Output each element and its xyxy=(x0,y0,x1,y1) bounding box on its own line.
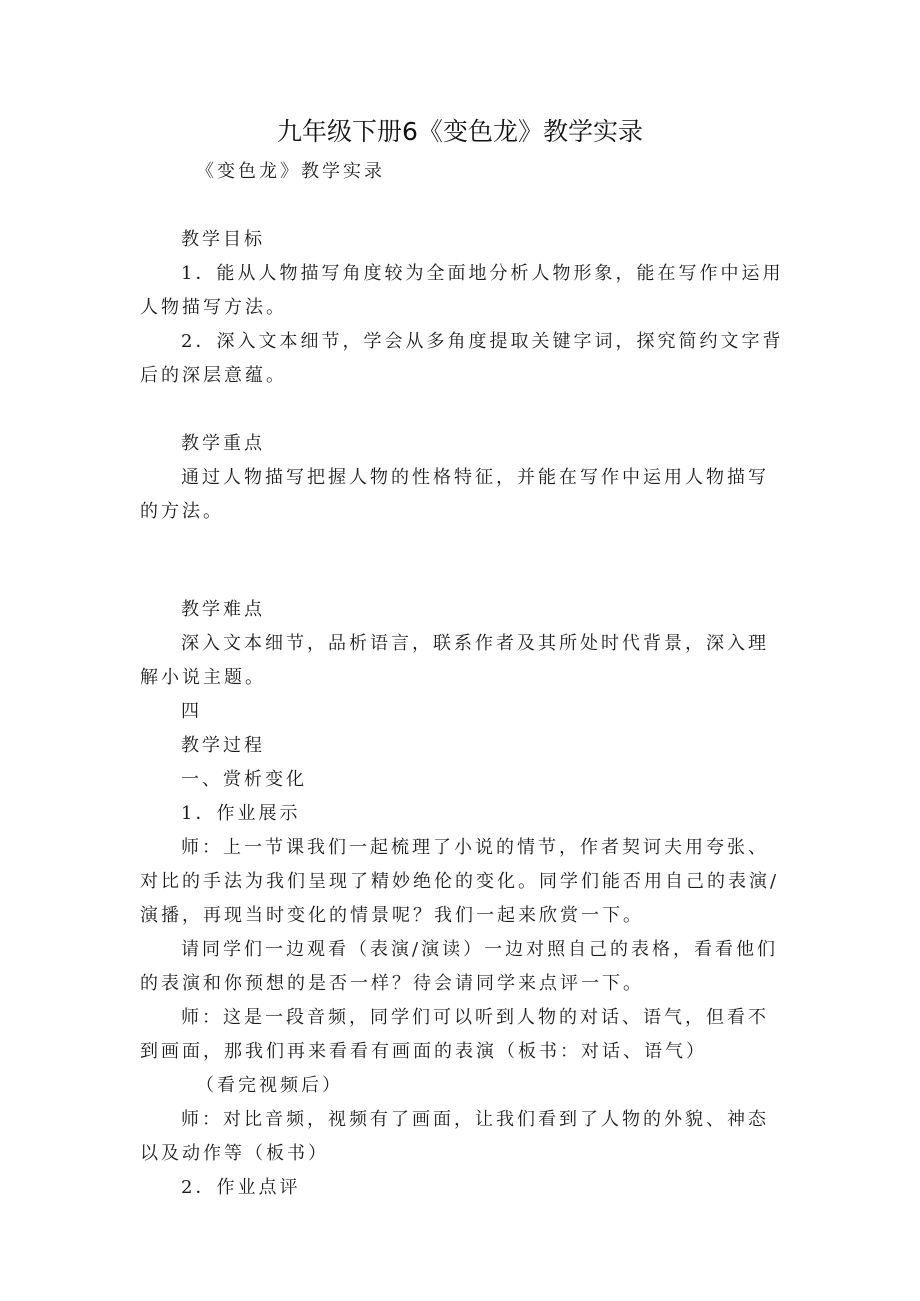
step-heading-1: 1．作业展示 xyxy=(181,803,301,824)
document-body xyxy=(140,155,785,1205)
spacer xyxy=(140,189,785,223)
document-title: 九年级下册6《变色龙》教学实录 xyxy=(277,117,643,146)
difficulty-text: 深入文本细节，品析语言，联系作者及其所处时代背景，深入理解小说主题。 xyxy=(140,633,769,688)
paragraph-2: 请同学们一边观看（表演/演读）一边对照自己的表格，看看他们的表演和你预想的是否一样？待会请同学来点评一下。 xyxy=(140,939,779,994)
process-heading: 教学过程 xyxy=(181,735,265,756)
spacer xyxy=(140,393,785,427)
section-marker: 四 xyxy=(181,701,202,722)
subtitle: 《变色龙》教学实录 xyxy=(196,161,385,182)
paragraph-3: 师：这是一段音频，同学们可以听到人物的对话、语气，但看不到画面，那我们再来看看有画面的表演（板书：对话、语气） xyxy=(140,1007,769,1062)
part-heading-1: 一、赏析变化 xyxy=(181,769,307,790)
spacer xyxy=(140,529,785,593)
goal-item-2: 2．深入文本细节，学会从多角度提取关键字词，探究简约文字背后的深层意蕴。 xyxy=(140,331,784,386)
goals-heading: 教学目标 xyxy=(181,229,265,250)
paragraph-1: 师：上一节课我们一起梳理了小说的情节，作者契诃夫用夸张、对比的手法为我们呈现了精妙绝伦的变化。同学们能否用自己的表演/演播，再现当时变化的情景呢？我们一起来欣赏一下。 xyxy=(140,837,780,926)
step-heading-2: 2．作业点评 xyxy=(181,1177,301,1198)
paragraph-4: （看完视频后） xyxy=(196,1075,343,1096)
goal-item-1: 1．能从人物描写角度较为全面地分析人物形象，能在写作中运用人物描写方法。 xyxy=(140,263,784,318)
difficulty-heading: 教学难点 xyxy=(181,599,265,620)
paragraph-5: 师：对比音频，视频有了画面，让我们看到了人物的外貌、神态以及动作等（板书） xyxy=(140,1109,769,1164)
key-heading: 教学重点 xyxy=(181,433,265,454)
key-text: 通过人物描写把握人物的性格特征，并能在写作中运用人物描写的方法。 xyxy=(140,467,769,522)
